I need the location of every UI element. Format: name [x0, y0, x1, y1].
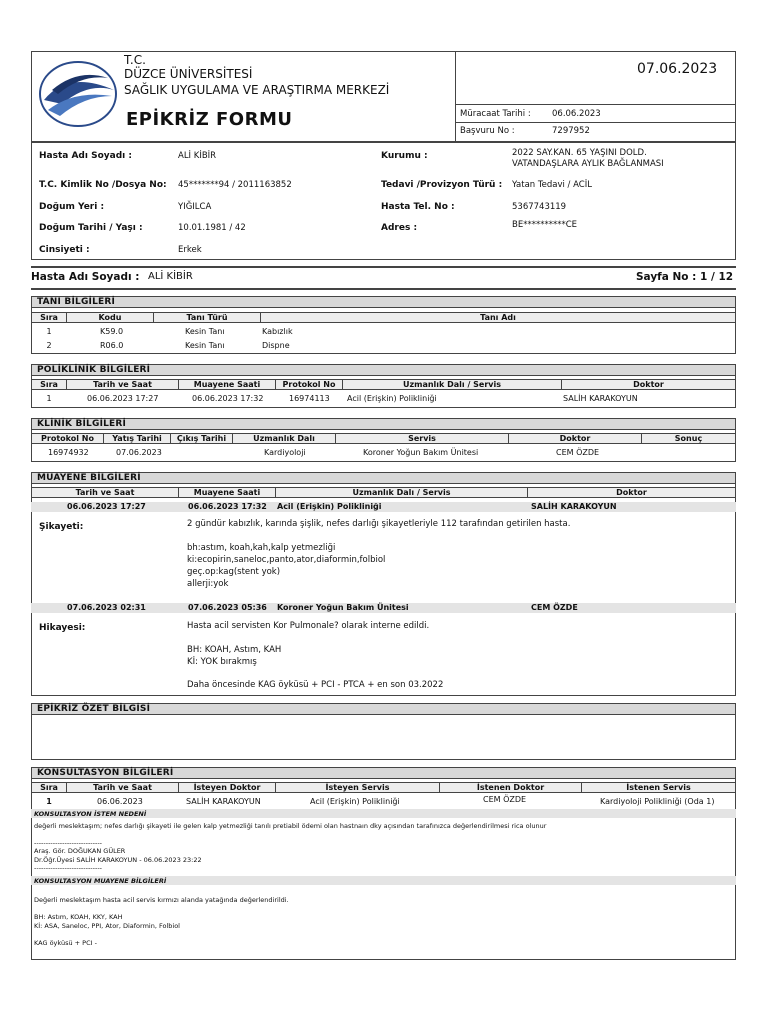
kon-muayene-title: KONSULTASYON MUAYENE BİLGİLERİ [34, 877, 167, 885]
mu2-line: Daha öncesinde KAG öyküsü + PCI - PTCA + en son 03.2022 [187, 680, 444, 690]
kl-row1-protokol: 16974932 [48, 448, 89, 457]
mu2-service: Koroner Yoğun Bakım Ünitesi [277, 603, 409, 612]
phone-label: Hasta Tel. No : [381, 202, 455, 212]
konsultasyon-section-title: KONSULTASYON BİLGİLERİ [31, 767, 736, 779]
kl-col-yatis: Yatış Tarihi [103, 433, 171, 444]
istem-signature-2: Dr.Öğr.Üyesi SALİH KARAKOYUN - 06.06.2023 23:22 [34, 856, 202, 864]
basvuru-label: Başvuru No : [460, 126, 515, 136]
university-logo [38, 60, 118, 128]
muracaat-value: 06.06.2023 [552, 109, 601, 119]
address-value: BE**********CE [512, 220, 578, 230]
header-divider-h2 [455, 122, 736, 123]
phone-value: 5367743119 [512, 202, 567, 212]
mu2-line: BH: KOAH, Astım, KAH [187, 645, 282, 655]
tc-value: 45*******94 / 2011163852 [178, 180, 292, 190]
page-number: Sayfa No : 1 / 12 [636, 271, 734, 283]
mu2-date: 07.06.2023 02:31 [67, 603, 146, 612]
mu1-service: Acil (Erişkin) Polikliniği [277, 502, 382, 511]
kon-col-istenen-servis: İstenen Servis [581, 782, 736, 793]
kl-row1-uzmanlik: Kardiyoloji [264, 448, 306, 457]
kon-col-istenen-doktor: İstenen Doktor [439, 782, 582, 793]
mu1-line: ki:ecopirin,saneloc,panto,ator,diaformin,folbiol [187, 555, 386, 565]
muayene-section-title: MUAYENE BİLGİLERİ [31, 472, 736, 484]
pol-row1-muayene: 06.06.2023 17:32 [192, 394, 264, 403]
kl-col-uzmanlik: Uzmanlık Dalı [232, 433, 336, 444]
tani-row1-kodu: K59.0 [100, 327, 124, 336]
mu1-line: 2 gündür kabızlık, karında şişlik, nefes darlığı şikayetleriyle 112 tarafından getirilen hasta. [187, 519, 571, 529]
istem-text: değerli meslektaşım; nefes darlığı şikayeti ile gelen kalp yetmezliği tanılı pretiabil ödemi olan hastnaın dky açısından tarafınızca değerlendirilmesi rica olunur [34, 822, 547, 830]
ozet-section-title: EPİKRİZ ÖZET BİLGİSİ [31, 703, 736, 715]
gender-label: Cinsiyeti : [39, 245, 90, 255]
header-divider [455, 51, 456, 142]
pagebar-name-label: Hasta Adı Soyadı : [31, 271, 140, 283]
pol-row1-doktor: SALİH KARAKOYUN [563, 394, 638, 403]
mu2-line: Hasta acil servisten Kor Pulmonale? olarak interne edildi. [187, 621, 430, 631]
klinik-section-title: KLİNİK BİLGİLERİ [31, 418, 736, 430]
mu1-time: 06.06.2023 17:32 [188, 502, 267, 511]
mu2-doctor: CEM ÖZDE [531, 603, 578, 612]
kon-row1-sira: 1 [46, 797, 52, 806]
mu2-line: Kİ: YOK bırakmış [187, 657, 257, 667]
pol-row1-tarih: 06.06.2023 17:27 [87, 394, 159, 403]
gender-value: Erkek [178, 245, 202, 255]
poliklinik-section-title: POLİKLİNİK BİLGİLERİ [31, 364, 736, 376]
pol-col-muayene: Muayene Saati [178, 379, 276, 390]
kon-muayene-line: KAG öyküsü + PCI - [34, 939, 97, 947]
tc-heading: T.C. [124, 53, 146, 67]
pol-row1-sira: 1 [46, 394, 52, 403]
tani-row2-turu: Kesin Tanı [185, 341, 225, 350]
kl-row1-servis: Koroner Yoğun Bakım Ünitesi [363, 448, 479, 457]
istem-title: KONSULTASYON İSTEM NEDENİ [34, 810, 147, 818]
pol-col-servis: Uzmanlık Dalı / Servis [342, 379, 562, 390]
center-name: SAĞLIK UYGULAMA VE ARAŞTIRMA MERKEZİ [124, 83, 390, 97]
mu1-date: 06.06.2023 17:27 [67, 502, 146, 511]
kon-row1-istenen-doktor: CEM ÖZDE [483, 795, 527, 804]
basvuru-value: 7297952 [552, 126, 590, 136]
mu2-label: Hikayesi: [39, 623, 86, 633]
muracaat-label: Müracaat Tarihi : [460, 109, 531, 119]
kon-col-isteyen-servis: İsteyen Servis [275, 782, 440, 793]
pagebar-bottom-line [31, 288, 736, 290]
mu-col-muayene: Muayene Saati [178, 487, 276, 498]
tani-col-kodu: Kodu [66, 312, 154, 323]
institution-line2: VATANDAŞLARA AYLIK BAĞLANMASI [512, 159, 664, 169]
kl-row1-doktor: CEM ÖZDE [556, 448, 600, 457]
mu2-time: 07.06.2023 05:36 [188, 603, 267, 612]
tc-label: T.C. Kimlik No /Dosya No: [39, 180, 167, 190]
mu1-line: geç.op:kag(stent yok) [187, 567, 281, 577]
kon-row1-isteyen-servis: Acil (Erişkin) Polikliniği [310, 797, 400, 806]
treatment-value: Yatan Tedavi / ACİL [512, 180, 592, 190]
institution-label: Kurumu : [381, 151, 428, 161]
mu-col-doktor: Doktor [527, 487, 736, 498]
tani-col-adi: Tanı Adı [260, 312, 736, 323]
print-date: 07.06.2023 [637, 61, 718, 77]
birthplace-label: Doğum Yeri : [39, 202, 105, 212]
istem-separator-bottom: ----------------------------- [34, 864, 103, 872]
kon-col-sira: Sıra [31, 782, 67, 793]
kon-muayene-line: BH: Astım, KOAH, KKY, KAH [34, 913, 123, 921]
pol-col-tarih: Tarih ve Saat [66, 379, 179, 390]
patient-name-label: Hasta Adı Soyadı : [39, 151, 132, 161]
tani-row1-turu: Kesin Tanı [185, 327, 225, 336]
treatment-label: Tedavi /Provizyon Türü : [381, 180, 503, 190]
kon-muayene-line: Kİ: ASA, Saneloc, PPI, Ator, Diaformin, Folbiol [34, 922, 180, 930]
institution-line1: 2022 SAY.KAN. 65 YAŞINI DOLD. [512, 148, 647, 158]
istem-signature-1: Araş. Gör. DOĞUKAN GÜLER [34, 847, 126, 855]
kl-col-protokol: Protokol No [31, 433, 104, 444]
kon-col-isteyen-doktor: İsteyen Doktor [178, 782, 276, 793]
mu1-line: allerji:yok [187, 579, 229, 589]
kl-col-sonuc: Sonuç [641, 433, 736, 444]
birthplace-value: YIĞILCA [178, 202, 212, 212]
tani-section-title: TANI BİLGİLERİ [31, 296, 736, 308]
header-divider-h1 [455, 104, 736, 105]
pol-row1-servis: Acil (Erişkin) Polikliniği [347, 394, 437, 403]
tani-row1-sira: 1 [46, 327, 52, 336]
kon-row1-isteyen-doktor: SALİH KARAKOYUN [186, 797, 261, 806]
tani-row2-kodu: R06.0 [100, 341, 124, 350]
birthdate-value: 10.01.1981 / 42 [178, 223, 246, 233]
tani-row2-adi: Dispne [262, 341, 290, 350]
address-label: Adres : [381, 223, 418, 233]
kon-row1-istenen-servis: Kardiyoloji Polikliniği (Oda 1) [600, 797, 715, 806]
pagebar-name-value: ALİ KİBİR [148, 271, 193, 282]
mu1-label: Şikayeti: [39, 522, 84, 532]
mu-col-servis: Uzmanlık Dalı / Servis [275, 487, 528, 498]
pol-row1-protokol: 16974113 [289, 394, 330, 403]
pol-col-protokol: Protokol No [275, 379, 343, 390]
tani-row1-adi: Kabızlık [262, 327, 293, 336]
pol-col-sira: Sıra [31, 379, 67, 390]
patient-name-value: ALİ KİBİR [178, 151, 217, 161]
mu-col-tarih: Tarih ve Saat [31, 487, 179, 498]
kl-row1-yatis: 07.06.2023 [116, 448, 162, 457]
mu1-line: bh:astım, koah,kah,kalp yetmezliği [187, 543, 336, 553]
kl-col-servis: Servis [335, 433, 509, 444]
kl-col-doktor: Doktor [508, 433, 642, 444]
kon-row1-tarih: 06.06.2023 [97, 797, 143, 806]
pol-col-doktor: Doktor [561, 379, 736, 390]
birthdate-label: Doğum Tarihi / Yaşı : [39, 223, 143, 233]
tani-col-sira: Sıra [31, 312, 67, 323]
mu1-doctor: SALİH KARAKOYUN [531, 502, 617, 511]
kon-col-tarih: Tarih ve Saat [66, 782, 179, 793]
istem-separator-top: ----------------------------- [34, 839, 103, 847]
form-title: EPİKRİZ FORMU [126, 109, 293, 130]
kl-col-cikis: Çıkış Tarihi [170, 433, 233, 444]
tani-col-turu: Tanı Türü [153, 312, 261, 323]
kon-muayene-line: Değerli meslektaşım hasta acil servis kırmızı alanda yatağında değerlendirildi. [34, 896, 289, 904]
pagebar-top-line [31, 266, 736, 268]
tani-row2-sira: 2 [46, 341, 52, 350]
university-name: DÜZCE ÜNİVERSİTESİ [124, 67, 253, 81]
